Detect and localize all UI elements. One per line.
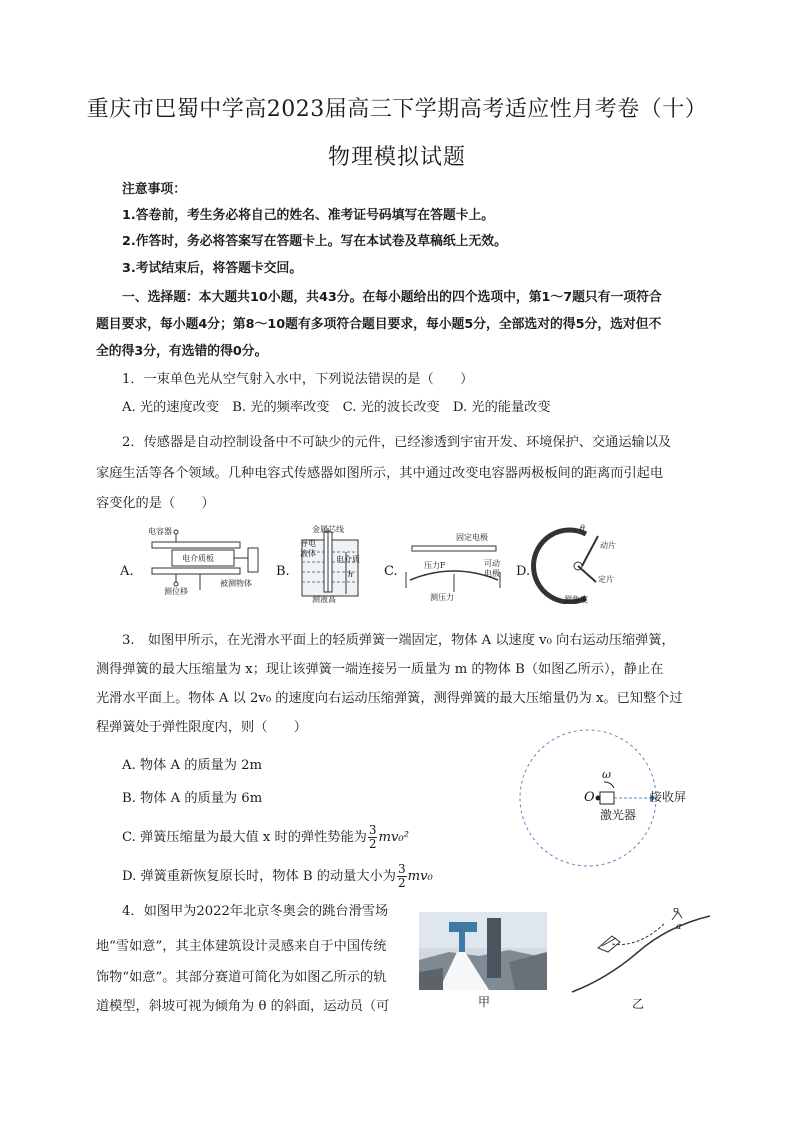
q1-options: A. 光的速度改变 B. 光的频率改变 C. 光的波长改变 D. 光的能量改变 — [122, 400, 551, 415]
q4-figure-label-a: a — [676, 922, 682, 932]
q4-line-2: 地“雪如意”，其主体建筑设计灵感来自于中国传统 — [96, 939, 387, 954]
q2-figure-c — [384, 524, 514, 604]
q2-figure-b-label-h: h — [348, 570, 354, 579]
q2-figure-d — [516, 524, 616, 604]
q2-figure-b — [276, 524, 384, 604]
q2-figure-a-label-object: 被测物体 — [220, 579, 252, 588]
q2-figure-d-label-fixed: 定片 — [598, 575, 614, 584]
q3-option-d-fraction-den: 2 — [397, 876, 406, 890]
q4-figure-track — [568, 908, 714, 998]
q2-figure-d-label-measure: 测角度 — [564, 595, 588, 604]
q4-line-3: 饰物“如意”。其部分赛道可简化为如图乙所示的轨 — [96, 970, 387, 985]
q2-figure-c-label-measure: 测压力 — [430, 593, 454, 602]
q2-figure-b-label-conductive: 导电 — [300, 539, 316, 548]
section1-line-2: 题目要求，每小题4分；第8～10题有多项符合题目要求，每小题5分，全部选对的得5分，选对但不 — [96, 317, 662, 332]
q2-figure-a — [120, 526, 265, 596]
q2-figure-a-label-dielectric: 电介质板 — [182, 554, 214, 563]
q3-option-c-formula: mv₀² — [378, 830, 409, 845]
q2-figure-b-label-measure: 测液高 — [312, 595, 336, 604]
q3-option-d-formula: mv₀ — [407, 869, 433, 884]
q2-line-3: 容变化的是（ ） — [96, 496, 215, 511]
q3-option-d-text: D. 弹簧重新恢复原长时，物体 B 的动量大小为 — [122, 869, 396, 884]
q3-figure-laser: 激光器 — [600, 808, 637, 822]
q2-figure-b-label-wire: 金属芯线 — [312, 525, 344, 534]
notice-heading: 注意事项： — [122, 182, 186, 197]
q3-option-c-fraction-den: 2 — [368, 837, 377, 851]
q3-option-c-text: C. 弹簧压缩量为最大值 x 时的弹性势能为 — [122, 830, 367, 845]
q3-figure-center: O — [584, 790, 595, 805]
q2-figure-c-label-fixed: 固定电极 — [456, 533, 488, 542]
q3-line-2: 测得弹簧的最大压缩量为 x；现让该弹簧一端连接另一质量为 m 的物体 B（如图乙所示），静止在 — [96, 662, 664, 677]
q2-figure-b-label-liquid: 液体 — [300, 549, 316, 558]
q4-photo-ski-jump — [419, 912, 547, 990]
q3-option-d-fraction — [397, 863, 407, 890]
q4-caption-jia: 甲 — [478, 995, 491, 1009]
q2-figure-a-label-measure: 测位移 — [164, 587, 188, 596]
q2-line-1: 2．传感器是自动控制设备中不可缺少的元件，已经渗透到宇宙开发、环境保护、交通运输以及 — [122, 435, 672, 450]
q2-figure-c-option: C. — [384, 564, 398, 579]
q4-line-1: 4．如图甲为2022年北京冬奥会的跳台滑雪场 — [122, 904, 389, 919]
q3-line-4: 程弹簧处于弹性限度内，则（ ） — [96, 720, 307, 735]
notice-item-3: 3.考试结束后，将答题卡交回。 — [122, 261, 303, 276]
q3-option-d — [122, 857, 433, 897]
q2-figure-d-label-moving: 动片 — [600, 541, 616, 550]
notice-item-1: 1.答卷前，考生务必将自己的姓名、准考证号码填写在答题卡上。 — [122, 208, 495, 223]
q3-figure-omega: ω — [602, 768, 611, 781]
q3-figure — [510, 728, 710, 868]
q2-figure-d-option: D. — [516, 564, 531, 579]
exam-title: 重庆市巴蜀中学高2023届高三下学期高考适应性月考卷（十） — [86, 97, 708, 122]
q3-line-3: 光滑水平面上。物体 A 以 2v₀ 的速度向右运动压缩弹簧，测得弹簧的最大压缩量仍为 x。已知整个过 — [96, 691, 683, 706]
q2-figure-b-option: B. — [276, 564, 290, 579]
q2-figure-d-label-theta: θ — [580, 524, 585, 533]
q3-option-c-fraction-num: 3 — [368, 823, 377, 837]
q2-figure-a-label-capacitor: 电容器 — [148, 527, 172, 536]
exam-subtitle: 物理模拟试题 — [327, 145, 466, 170]
q4-caption-yi: 乙 — [632, 997, 645, 1011]
q2-figure-c-label-movable: 可动 — [484, 559, 500, 568]
q2-figure-c-label-force: 压力F — [424, 561, 446, 570]
q3-option-b: B. 物体 A 的质量为 6m — [122, 791, 263, 806]
q1-stem: 1．一束单色光从空气射入水中，下列说法错误的是（ ） — [122, 372, 474, 387]
section1-line-3: 全的得3分，有选错的得0分。 — [96, 344, 268, 359]
q2-line-2: 家庭生活等各个领域。几种电容式传感器如图所示，其中通过改变电容器两极板间的距离而引起电 — [96, 466, 664, 481]
q3-option-a: A. 物体 A 的质量为 2m — [122, 758, 263, 773]
section1-line-1: 一、选择题：本大题共10小题，共43分。在每小题给出的四个选项中，第1～7题只有一项符合 — [122, 290, 662, 305]
q3-option-c-fraction — [368, 824, 378, 851]
q2-figure-c-label-electrode: 电极 — [484, 569, 500, 578]
q2-figure-a-option: A. — [120, 564, 134, 579]
q2-figure-b-label-dielectric: 电介质 — [336, 555, 360, 564]
q3-line-1: 3. 如图甲所示，在光滑水平面上的轻质弹簧一端固定，物体 A 以速度 v₀ 向右运动压缩弹簧， — [122, 633, 675, 648]
q3-option-d-fraction-num: 3 — [397, 862, 406, 876]
q4-line-4: 道模型，斜坡可视为倾角为 θ 的斜面，运动员（可 — [96, 999, 390, 1014]
q3-figure-screen: 接收屏 — [650, 790, 687, 804]
notice-item-2: 2.作答时，务必将答案写在答题卡上。写在本试卷及草稿纸上无效。 — [122, 234, 507, 249]
q3-option-c — [122, 818, 409, 858]
